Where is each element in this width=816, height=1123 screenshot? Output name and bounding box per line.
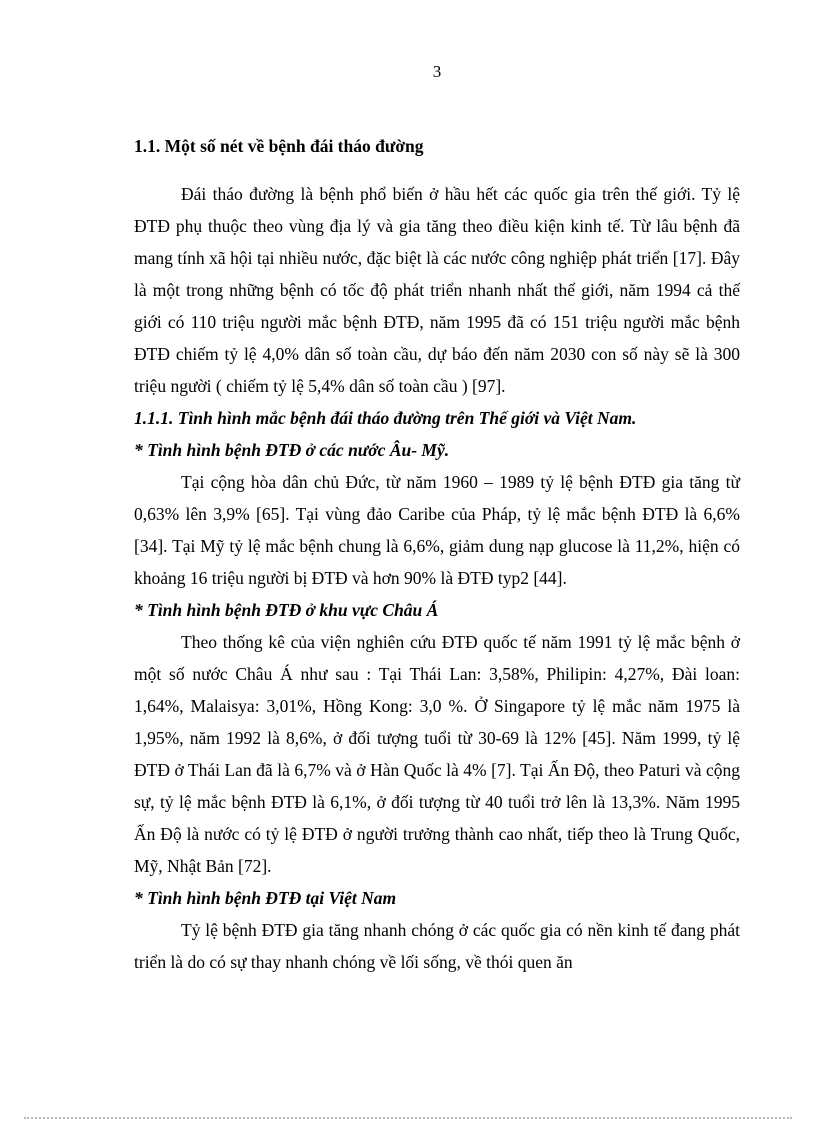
paragraph-europe-america: Tại cộng hòa dân chủ Đức, từ năm 1960 – 1989 tỷ lệ bệnh ĐTĐ gia tăng từ 0,63% lên 3,9% [65]. Tại vùng đảo Caribe của Pháp, tỷ lệ mắc bệnh ĐTĐ là 6,6% [34]. Tại Mỹ tỷ lệ mắc bệnh chung là 6,6%, giảm dung nạp glucose là 11,2%, hiện có khoảng 16 triệu người bị ĐTĐ và hơn 90% là ĐTĐ typ2 [44]. <box>134 472 740 588</box>
page-number: 3 <box>432 62 442 81</box>
subsection-heading-1-1-1: 1.1.1. Tình hình mắc bệnh đái tháo đường trên Thế giới và Việt Nam. <box>134 408 637 428</box>
paragraph-vietnam: Tỷ lệ bệnh ĐTĐ gia tăng nhanh chóng ở các quốc gia có nền kinh tế đang phát triển là do có sự thay nhanh chóng về lối sống, về thói quen ăn <box>134 920 740 972</box>
paragraph-intro-diabetes: Đái tháo đường là bệnh phổ biến ở hầu hết các quốc gia trên thế giới. Tỷ lệ ĐTĐ phụ thuộc theo vùng địa lý và gia tăng theo điều kiện kinh tế. Từ lâu bệnh đã mang tính xã hội tại nhiều nước, đặc biệt là các nước công nghiệp phát triển [17]. Đây là một trong những bệnh có tốc độ phát triển nhanh nhất thế giới, năm 1994 cả thế giới có 110 triệu người mắc bệnh ĐTĐ, năm 1995 đã có 151 triệu người mắc bệnh ĐTĐ chiếm tỷ lệ 4,0% dân số toàn cầu, dự báo đến năm 2030 con số này sẽ là 300 triệu người ( chiếm tỷ lệ 5,4% dân số toàn cầu ) [97]. <box>134 184 740 396</box>
subheading-europe-america: * Tình hình bệnh ĐTĐ ở các nước Âu- Mỹ. <box>134 440 450 460</box>
section-heading-1-1: 1.1. Một số nét về bệnh đái tháo đường <box>134 136 424 156</box>
document-body <box>134 130 740 978</box>
subheading-vietnam: * Tình hình bệnh ĐTĐ tại Việt Nam <box>134 888 397 908</box>
page-break-divider <box>24 1117 792 1119</box>
subheading-asia: * Tình hình bệnh ĐTĐ ở khu vực Châu Á <box>134 600 439 620</box>
paragraph-asia: Theo thống kê của viện nghiên cứu ĐTĐ quốc tế năm 1991 tỷ lệ mắc bệnh ở một số nước Châu Á như sau : Tại Thái Lan: 3,58%, Philipin: 4,27%, Đài loan: 1,64%, Malaisya: 3,01%, Hồng Kong: 3,0 %. Ở Singapore tỷ lệ mắc năm 1975 là 1,95%, năm 1992 là 8,6%, ở đối tượng tuổi từ 30-69 là 12% [45]. Năm 1999, tỷ lệ ĐTĐ ở Thái Lan đã là 6,7% và ở Hàn Quốc là 4% [7]. Tại Ấn Độ, theo Paturi và cộng sự, tỷ lệ mắc bệnh ĐTĐ là 6,1%, ở đối tượng từ 40 tuổi trở lên là 13,3%. Năm 1995 Ấn Độ là nước có tỷ lệ ĐTĐ ở người trưởng thành cao nhất, tiếp theo là Trung Quốc, Mỹ, Nhật Bản [72]. <box>134 632 740 876</box>
